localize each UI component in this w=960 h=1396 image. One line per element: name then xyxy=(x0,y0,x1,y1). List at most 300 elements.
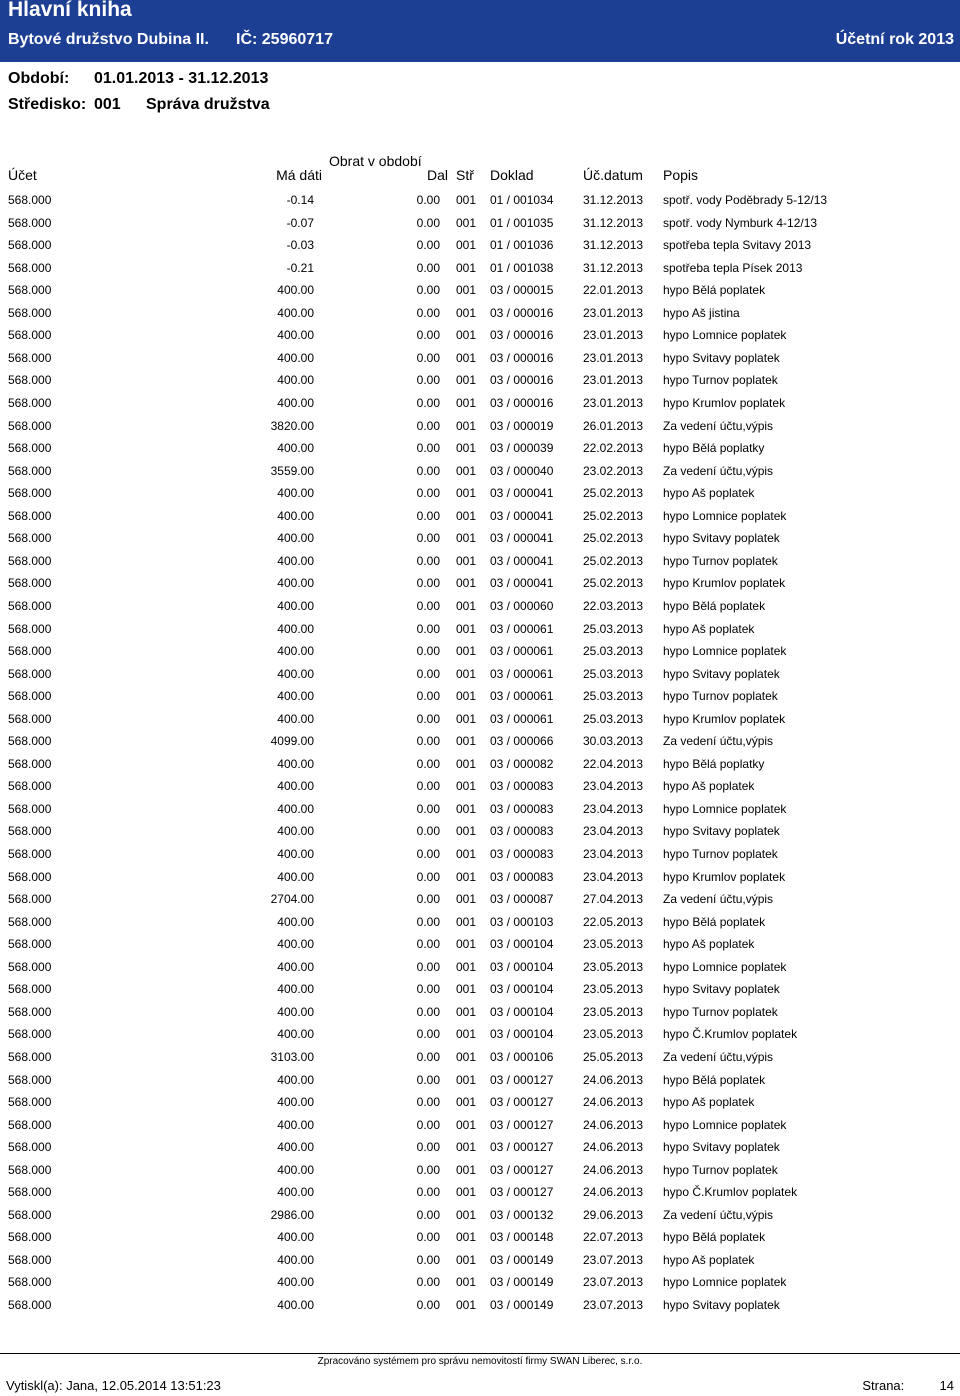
cell-description: Za vedení účtu,výpis xyxy=(663,734,774,749)
cell-document: 03 / 000149 xyxy=(490,1275,554,1290)
cell-credit: 0.00 xyxy=(416,1140,440,1155)
cell-description: hypo Č.Krumlov poplatek xyxy=(663,1027,798,1042)
cell-center: 001 xyxy=(456,1095,477,1109)
cell-description: Za vedení účtu,výpis xyxy=(663,1207,774,1222)
cell-account: 568.000 xyxy=(8,621,52,636)
table-row xyxy=(0,960,960,978)
cell-description: hypo Turnov poplatek xyxy=(663,373,778,388)
cell-description: hypo Krumlov poplatek xyxy=(663,576,786,591)
cell-credit: 0.00 xyxy=(416,283,440,298)
cell-credit: 0.00 xyxy=(416,598,440,613)
cell-account: 568.000 xyxy=(8,689,52,704)
cell-document: 03 / 000127 xyxy=(490,1117,554,1132)
cell-date: 25.03.2013 xyxy=(583,666,644,681)
cell-credit: 0.00 xyxy=(416,531,440,546)
table-row xyxy=(0,576,960,594)
cell-description: hypo Turnov poplatek xyxy=(663,1162,778,1177)
table-row xyxy=(0,1208,960,1226)
cell-center: 001 xyxy=(456,553,477,568)
cell-credit: 0.00 xyxy=(416,1162,440,1177)
cell-debit: 400.00 xyxy=(277,914,314,929)
cell-date: 23.01.2013 xyxy=(583,396,644,410)
cell-credit: 0.00 xyxy=(416,1185,440,1200)
cell-center: 001 xyxy=(456,779,477,794)
cell-date: 24.06.2013 xyxy=(583,1095,644,1109)
cell-center: 001 xyxy=(456,1162,477,1177)
cell-description: hypo Č.Krumlov poplatek xyxy=(663,1185,798,1200)
cell-document: 03 / 000127 xyxy=(490,1185,554,1200)
cell-debit: 400.00 xyxy=(277,283,314,298)
cell-account: 568.000 xyxy=(8,373,52,388)
cell-debit: 400.00 xyxy=(277,1252,314,1267)
cell-account: 568.000 xyxy=(8,418,52,433)
cell-debit: 400.00 xyxy=(277,824,314,839)
cell-credit: 0.00 xyxy=(416,1049,440,1064)
cell-debit: 400.00 xyxy=(277,959,314,974)
cell-account: 568.000 xyxy=(8,666,52,681)
cell-center: 001 xyxy=(456,260,477,275)
table-row xyxy=(0,824,960,842)
cell-credit: 0.00 xyxy=(416,508,440,523)
cell-debit: 400.00 xyxy=(277,1004,314,1019)
cell-account: 568.000 xyxy=(8,1004,52,1019)
column-header-description: Popis xyxy=(663,167,699,183)
cell-date: 22.01.2013 xyxy=(583,283,644,298)
cell-date: 22.02.2013 xyxy=(583,441,644,456)
cell-date: 25.03.2013 xyxy=(583,689,644,704)
page-number: 14 xyxy=(939,1378,954,1393)
footer-credit: Zpracováno systémem pro správu nemovitostí firmy SWAN Liberec, s.r.o. xyxy=(317,1356,643,1367)
cell-account: 568.000 xyxy=(8,644,52,658)
cell-account: 568.000 xyxy=(8,283,52,298)
table-row xyxy=(0,283,960,301)
cell-account: 568.000 xyxy=(8,1275,52,1290)
table-row xyxy=(0,373,960,391)
cell-date: 23.05.2013 xyxy=(583,982,644,997)
table-row xyxy=(0,937,960,955)
cell-account: 568.000 xyxy=(8,260,52,275)
period-label: Období: xyxy=(8,70,70,87)
cell-center: 001 xyxy=(456,1004,477,1019)
cell-description: hypo Krumlov poplatek xyxy=(663,711,786,726)
cell-account: 568.000 xyxy=(8,1185,52,1200)
cell-date: 23.01.2013 xyxy=(583,373,644,388)
table-row xyxy=(0,644,960,662)
cell-credit: 0.00 xyxy=(416,689,440,704)
cell-account: 568.000 xyxy=(8,1230,52,1245)
cell-center: 001 xyxy=(456,824,477,839)
cell-credit: 0.00 xyxy=(416,441,440,456)
cell-document: 03 / 000066 xyxy=(490,734,554,749)
cell-description: hypo Lomnice poplatek xyxy=(663,959,787,974)
table-row xyxy=(0,599,960,617)
cell-date: 25.03.2013 xyxy=(583,644,644,658)
cell-account: 568.000 xyxy=(8,1252,52,1267)
table-row xyxy=(0,1005,960,1023)
cell-document: 03 / 000103 xyxy=(490,914,554,929)
cell-account: 568.000 xyxy=(8,756,52,771)
cell-document: 03 / 000039 xyxy=(490,441,554,456)
table-row xyxy=(0,328,960,346)
cell-document: 03 / 000060 xyxy=(490,598,554,613)
cell-account: 568.000 xyxy=(8,531,52,546)
cell-debit: 400.00 xyxy=(277,305,314,320)
cell-description: hypo Bělá poplatek xyxy=(663,1230,766,1245)
column-header-date: Úč.datum xyxy=(583,167,643,183)
cell-date: 25.03.2013 xyxy=(583,621,644,636)
cell-center: 001 xyxy=(456,1117,477,1132)
cell-credit: 0.00 xyxy=(416,486,440,501)
table-row xyxy=(0,1275,960,1293)
cell-account: 568.000 xyxy=(8,1162,52,1177)
table-row xyxy=(0,982,960,1000)
cell-credit: 0.00 xyxy=(416,959,440,974)
cell-description: hypo Svitavy poplatek xyxy=(663,982,780,997)
cell-account: 568.000 xyxy=(8,508,52,523)
cell-credit: 0.00 xyxy=(416,847,440,861)
cell-document: 03 / 000016 xyxy=(490,350,554,365)
cell-description: spotřeba tepla Svitavy 2013 xyxy=(663,238,812,253)
cell-description: hypo Turnov poplatek xyxy=(663,847,778,861)
cell-description: hypo Aš poplatek xyxy=(663,621,755,636)
cell-date: 24.06.2013 xyxy=(583,1072,644,1087)
cell-document: 03 / 000016 xyxy=(490,373,554,388)
cell-account: 568.000 xyxy=(8,553,52,568)
cell-description: Za vedení účtu,výpis xyxy=(663,418,774,433)
cell-debit: 400.00 xyxy=(277,508,314,523)
cell-debit: 400.00 xyxy=(277,576,314,591)
table-row xyxy=(0,261,960,279)
cell-account: 568.000 xyxy=(8,486,52,501)
cell-document: 03 / 000041 xyxy=(490,508,554,523)
table-row xyxy=(0,464,960,482)
cell-description: hypo Svitavy poplatek xyxy=(663,531,780,546)
cell-document: 03 / 000127 xyxy=(490,1140,554,1155)
cell-center: 001 xyxy=(456,441,477,456)
cell-center: 001 xyxy=(456,486,477,501)
cell-debit: 400.00 xyxy=(277,689,314,704)
cell-center: 001 xyxy=(456,531,477,546)
table-row xyxy=(0,802,960,820)
cell-date: 23.01.2013 xyxy=(583,305,644,320)
cell-account: 568.000 xyxy=(8,734,52,749)
cell-date: 30.03.2013 xyxy=(583,734,644,749)
cell-description: Za vedení účtu,výpis xyxy=(663,1049,774,1064)
cell-document: 03 / 000041 xyxy=(490,531,554,546)
cell-credit: 0.00 xyxy=(416,1230,440,1245)
cell-date: 23.04.2013 xyxy=(583,801,644,816)
cell-date: 23.05.2013 xyxy=(583,937,644,952)
cell-description: Za vedení účtu,výpis xyxy=(663,463,774,478)
column-header-document: Doklad xyxy=(490,167,534,183)
table-row xyxy=(0,1253,960,1271)
cell-center: 001 xyxy=(456,937,477,952)
report-title: Hlavní kniha xyxy=(8,0,132,21)
cell-account: 568.000 xyxy=(8,576,52,591)
cell-date: 23.05.2013 xyxy=(583,959,644,974)
cell-date: 31.12.2013 xyxy=(583,215,644,230)
cell-account: 568.000 xyxy=(8,1049,52,1064)
cell-document: 03 / 000061 xyxy=(490,621,554,636)
cell-document: 03 / 000104 xyxy=(490,1027,554,1042)
cell-document: 03 / 000104 xyxy=(490,959,554,974)
cell-credit: 0.00 xyxy=(416,824,440,839)
cell-date: 23.04.2013 xyxy=(583,847,644,861)
cell-center: 001 xyxy=(456,305,477,320)
table-row xyxy=(0,216,960,234)
cell-credit: 0.00 xyxy=(416,463,440,478)
column-header-center: Stř xyxy=(456,167,474,183)
cell-credit: 0.00 xyxy=(416,666,440,681)
cell-document: 03 / 000106 xyxy=(490,1049,554,1064)
cell-center: 001 xyxy=(456,666,477,681)
cell-debit: 2704.00 xyxy=(270,892,314,907)
cell-debit: 400.00 xyxy=(277,621,314,636)
cell-credit: 0.00 xyxy=(416,756,440,771)
cell-document: 03 / 000104 xyxy=(490,937,554,952)
cell-account: 568.000 xyxy=(8,305,52,320)
cell-description: hypo Svitavy poplatek xyxy=(663,1140,780,1155)
table-row xyxy=(0,1185,960,1203)
cell-debit: -0.14 xyxy=(286,193,314,207)
cell-credit: 0.00 xyxy=(416,1072,440,1087)
table-row xyxy=(0,1118,960,1136)
table-row xyxy=(0,441,960,459)
page-label: Strana: xyxy=(862,1378,905,1393)
cell-debit: 400.00 xyxy=(277,1230,314,1245)
cell-center: 001 xyxy=(456,869,477,884)
cell-date: 25.02.2013 xyxy=(583,553,644,568)
cell-date: 23.05.2013 xyxy=(583,1027,644,1042)
cell-document: 03 / 000019 xyxy=(490,418,554,433)
cell-description: hypo Turnov poplatek xyxy=(663,689,778,704)
cell-center: 001 xyxy=(456,734,477,749)
cell-account: 568.000 xyxy=(8,914,52,929)
cell-account: 568.000 xyxy=(8,1027,52,1042)
report-header xyxy=(0,0,960,62)
table-row xyxy=(0,351,960,369)
cell-date: 24.06.2013 xyxy=(583,1185,644,1200)
cell-date: 25.02.2013 xyxy=(583,576,644,591)
cell-center: 001 xyxy=(456,396,477,410)
cell-date: 24.06.2013 xyxy=(583,1140,644,1155)
cell-document: 03 / 000083 xyxy=(490,801,554,816)
cell-credit: 0.00 xyxy=(416,1275,440,1290)
cell-date: 23.01.2013 xyxy=(583,328,644,343)
table-row xyxy=(0,892,960,910)
cell-center: 001 xyxy=(456,576,477,591)
cell-debit: 400.00 xyxy=(277,801,314,816)
cell-debit: 2986.00 xyxy=(270,1207,314,1222)
cell-description: hypo Lomnice poplatek xyxy=(663,644,787,658)
cell-document: 01 / 001034 xyxy=(490,193,554,207)
cell-credit: 0.00 xyxy=(416,644,440,658)
cell-description: hypo Lomnice poplatek xyxy=(663,1117,787,1132)
cell-credit: 0.00 xyxy=(416,1298,440,1312)
cell-credit: 0.00 xyxy=(416,373,440,388)
cell-date: 24.06.2013 xyxy=(583,1117,644,1132)
cell-account: 568.000 xyxy=(8,959,52,974)
table-row xyxy=(0,509,960,527)
cell-center: 001 xyxy=(456,982,477,997)
cell-debit: 400.00 xyxy=(277,1298,314,1312)
cell-center: 001 xyxy=(456,644,477,658)
cell-account: 568.000 xyxy=(8,1117,52,1132)
cell-description: spotřeba tepla Písek 2013 xyxy=(663,260,803,275)
cell-date: 25.05.2013 xyxy=(583,1049,644,1064)
cell-description: hypo Svitavy poplatek xyxy=(663,1298,780,1312)
cell-document: 03 / 000082 xyxy=(490,756,554,771)
cell-document: 03 / 000127 xyxy=(490,1162,554,1177)
cell-center: 001 xyxy=(456,350,477,365)
cell-description: hypo Aš poplatek xyxy=(663,1095,755,1109)
table-row xyxy=(0,238,960,256)
fiscal-year: Účetní rok 2013 xyxy=(835,31,954,48)
cost-center-code: 001 xyxy=(94,96,121,113)
cell-credit: 0.00 xyxy=(416,982,440,997)
cell-center: 001 xyxy=(456,193,477,207)
cell-credit: 0.00 xyxy=(416,1095,440,1109)
cell-date: 23.04.2013 xyxy=(583,869,644,884)
cell-credit: 0.00 xyxy=(416,396,440,410)
cell-debit: 400.00 xyxy=(277,982,314,997)
cell-date: 24.06.2013 xyxy=(583,1162,644,1177)
cell-document: 03 / 000041 xyxy=(490,553,554,568)
cell-center: 001 xyxy=(456,1252,477,1267)
table-row xyxy=(0,689,960,707)
cell-credit: 0.00 xyxy=(416,418,440,433)
cell-document: 03 / 000083 xyxy=(490,824,554,839)
cell-description: hypo Bělá poplatek xyxy=(663,598,766,613)
cell-center: 001 xyxy=(456,892,477,907)
printed-label: Vytiskl(a): xyxy=(6,1378,63,1393)
cell-debit: 400.00 xyxy=(277,1140,314,1155)
cell-credit: 0.00 xyxy=(416,1027,440,1042)
cell-date: 22.07.2013 xyxy=(583,1230,644,1245)
column-header-account: Účet xyxy=(8,167,37,183)
cell-center: 001 xyxy=(456,1230,477,1245)
cell-debit: 3820.00 xyxy=(270,418,314,433)
cell-credit: 0.00 xyxy=(416,711,440,726)
cell-document: 03 / 000016 xyxy=(490,396,554,410)
cell-center: 001 xyxy=(456,1049,477,1064)
cell-debit: 400.00 xyxy=(277,756,314,771)
cost-center-name: Správa družstva xyxy=(146,96,270,113)
cell-account: 568.000 xyxy=(8,824,52,839)
cell-date: 31.12.2013 xyxy=(583,238,644,253)
cell-credit: 0.00 xyxy=(416,1207,440,1222)
cell-account: 568.000 xyxy=(8,1095,52,1109)
cell-account: 568.000 xyxy=(8,779,52,794)
cell-debit: 400.00 xyxy=(277,373,314,388)
cell-document: 03 / 000104 xyxy=(490,1004,554,1019)
table-row xyxy=(0,622,960,640)
cell-credit: 0.00 xyxy=(416,215,440,230)
cell-description: hypo Lomnice poplatek xyxy=(663,508,787,523)
printed-value: Jana, 12.05.2014 13:51:23 xyxy=(66,1378,221,1393)
cell-credit: 0.00 xyxy=(416,238,440,253)
cell-document: 03 / 000087 xyxy=(490,892,554,907)
cell-document: 03 / 000083 xyxy=(490,869,554,884)
cell-account: 568.000 xyxy=(8,937,52,952)
cell-center: 001 xyxy=(456,508,477,523)
cell-center: 001 xyxy=(456,1072,477,1087)
cell-credit: 0.00 xyxy=(416,801,440,816)
cell-center: 001 xyxy=(456,328,477,343)
cell-document: 03 / 000132 xyxy=(490,1207,554,1222)
cell-document: 03 / 000127 xyxy=(490,1072,554,1087)
cell-description: hypo Lomnice poplatek xyxy=(663,1275,787,1290)
cell-center: 001 xyxy=(456,463,477,478)
cell-center: 001 xyxy=(456,238,477,253)
column-header-credit: Dal xyxy=(426,167,448,183)
cell-document: 03 / 000016 xyxy=(490,305,554,320)
cell-account: 568.000 xyxy=(8,193,52,207)
cell-center: 001 xyxy=(456,215,477,230)
cell-description: hypo Turnov poplatek xyxy=(663,1004,778,1019)
cell-debit: 4099.00 xyxy=(270,734,314,749)
cell-date: 31.12.2013 xyxy=(583,193,644,207)
cell-debit: 400.00 xyxy=(277,553,314,568)
table-row xyxy=(0,779,960,797)
cell-debit: 400.00 xyxy=(277,869,314,884)
cell-debit: 400.00 xyxy=(277,1162,314,1177)
cell-date: 25.02.2013 xyxy=(583,508,644,523)
cell-debit: 3559.00 xyxy=(270,463,314,478)
cell-center: 001 xyxy=(456,756,477,771)
footer-divider xyxy=(0,1353,960,1354)
cell-date: 31.12.2013 xyxy=(583,260,644,275)
cell-debit: 400.00 xyxy=(277,847,314,861)
cell-description: hypo Aš poplatek xyxy=(663,937,755,952)
cell-description: hypo Krumlov poplatek xyxy=(663,396,786,410)
cell-account: 568.000 xyxy=(8,982,52,997)
table-row xyxy=(0,847,960,865)
cell-debit: 400.00 xyxy=(277,666,314,681)
cell-date: 25.03.2013 xyxy=(583,711,644,726)
cell-credit: 0.00 xyxy=(416,193,440,207)
cell-account: 568.000 xyxy=(8,1072,52,1087)
cell-description: hypo Bělá poplatky xyxy=(663,441,765,456)
cell-debit: -0.21 xyxy=(286,260,314,275)
cell-date: 23.05.2013 xyxy=(583,1004,644,1019)
cell-debit: 400.00 xyxy=(277,486,314,501)
cell-credit: 0.00 xyxy=(416,553,440,568)
cell-debit: 400.00 xyxy=(277,441,314,456)
cell-description: hypo Turnov poplatek xyxy=(663,553,778,568)
cell-description: hypo Lomnice poplatek xyxy=(663,328,787,343)
cell-credit: 0.00 xyxy=(416,1252,440,1267)
cell-description: hypo Aš poplatek xyxy=(663,486,755,501)
cell-credit: 0.00 xyxy=(416,1004,440,1019)
table-row xyxy=(0,757,960,775)
cell-document: 03 / 000083 xyxy=(490,847,554,861)
cell-debit: 400.00 xyxy=(277,711,314,726)
table-row xyxy=(0,419,960,437)
cell-center: 001 xyxy=(456,418,477,433)
cell-center: 001 xyxy=(456,1298,477,1312)
cell-center: 001 xyxy=(456,847,477,861)
cell-debit: 3103.00 xyxy=(270,1049,314,1064)
cell-document: 01 / 001038 xyxy=(490,260,554,275)
cell-description: hypo Lomnice poplatek xyxy=(663,801,787,816)
cell-center: 001 xyxy=(456,801,477,816)
cell-credit: 0.00 xyxy=(416,779,440,794)
cell-document: 03 / 000041 xyxy=(490,576,554,591)
cell-description: hypo Svitavy poplatek xyxy=(663,824,780,839)
cell-description: hypo Aš jistina xyxy=(663,305,740,320)
cell-date: 23.01.2013 xyxy=(583,350,644,365)
